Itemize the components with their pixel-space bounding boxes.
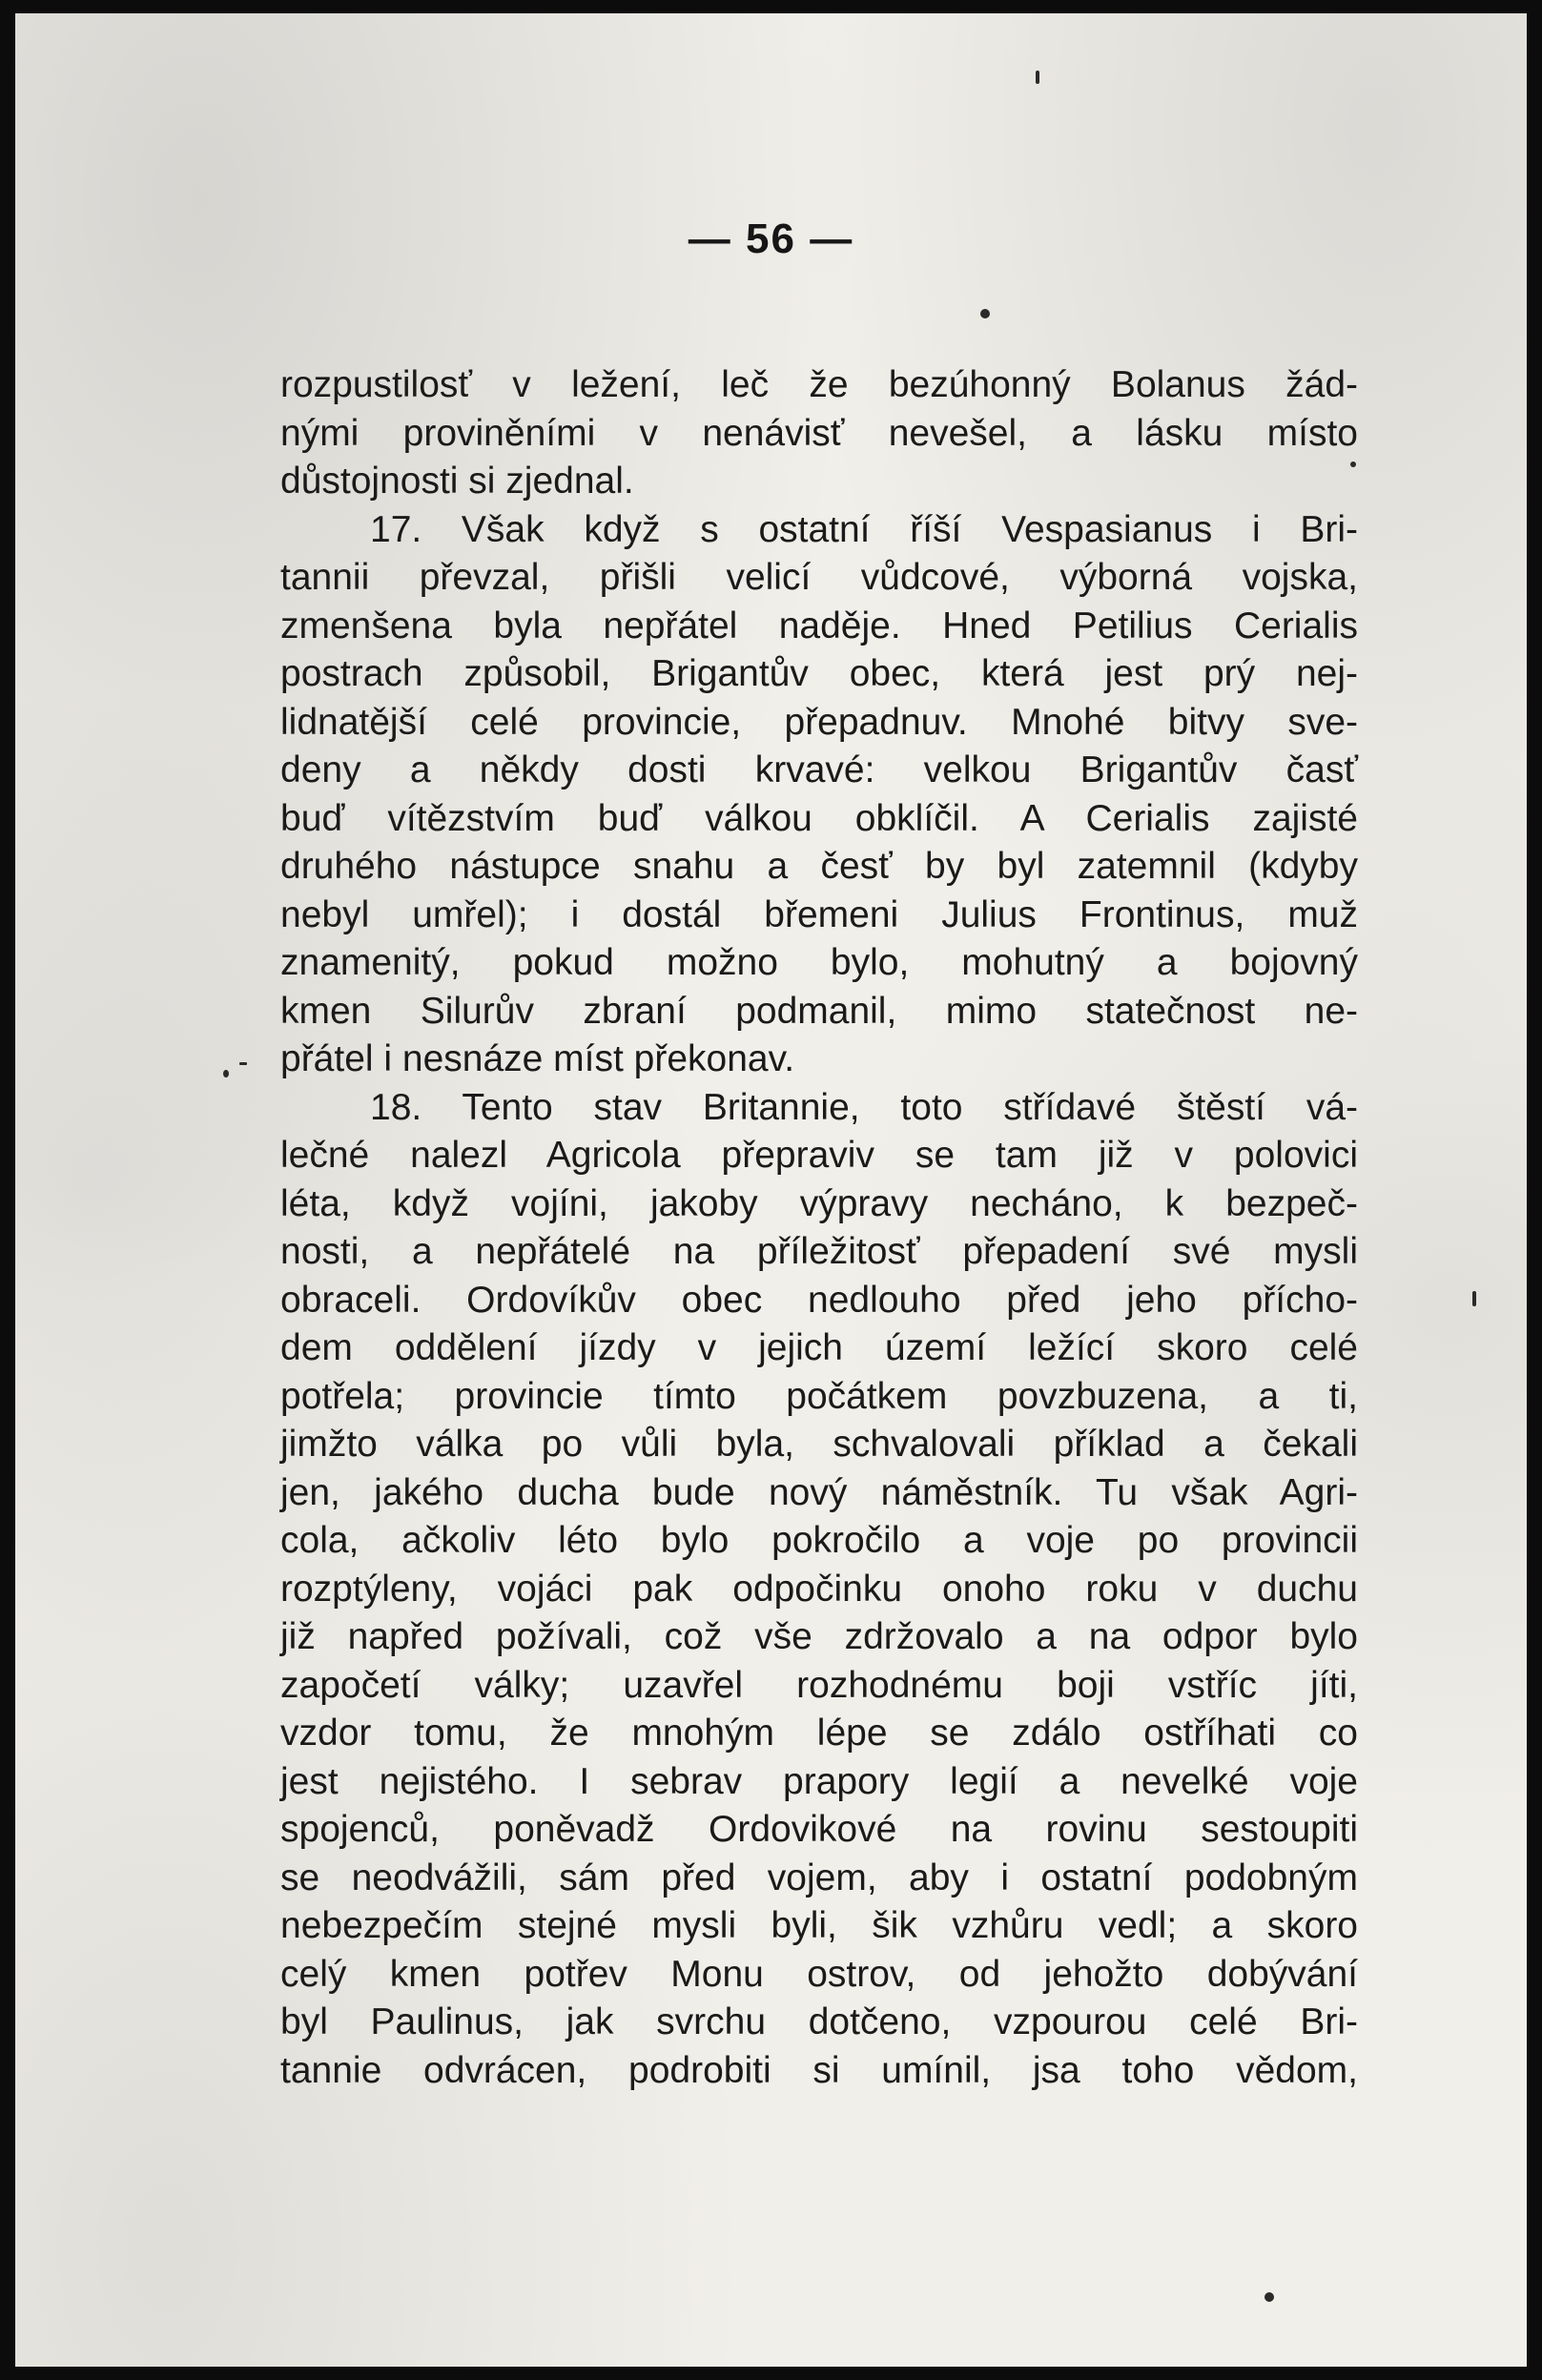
- text-line: znamenitý, pokud možno bylo, mohutný a bojovný: [280, 942, 1358, 983]
- text-line: deny a někdy dosti krvavé: velkou Brigantův časť: [280, 749, 1358, 790]
- text-line: kmen Silurův zbraní podmanil, mimo statečnost ne-: [280, 990, 1358, 1032]
- text-line: nebezpečím stejné mysli byli, šik vzhůru vedl; a skoro: [280, 1905, 1358, 1946]
- text-line: dem oddělení jízdy v jejich území ležící skoro celé: [280, 1327, 1358, 1368]
- text-line: se neodvážili, sám před vojem, aby i ostatní podobným: [280, 1857, 1358, 1898]
- text-line: přátel i nesnáze míst překonav.: [280, 1038, 795, 1079]
- text-line: celý kmen potřev Monu ostrov, od jehožto dobývání: [280, 1953, 1358, 1995]
- text-line: zmenšena byla nepřátel naděje. Hned Petilius Cerialis: [280, 605, 1358, 646]
- text-line: druhého nástupce snahu a česť by byl zatemnil (kdyby: [280, 846, 1358, 887]
- text-line: tannii převzal, přišli velicí vůdcové, výborná vojska,: [280, 557, 1358, 598]
- text-line: potřela; provincie tímto počátkem povzbuzena, a ti,: [280, 1375, 1358, 1417]
- text-line: obraceli. Ordovíkův obec nedlouho před jeho přícho-: [280, 1279, 1358, 1321]
- section-18-start: 18. Tento stav Britannie, toto střídavé štěstí vá-: [370, 1086, 1358, 1128]
- text-line: rozpustilosť v ležení, leč že bezúhonný Bolanus žád-: [280, 364, 1358, 405]
- text-line: nebyl umřel); i dostál břemeni Julius Frontinus, muž: [280, 893, 1358, 935]
- text-line: vzdor tomu, že mnohým lépe se zdálo ostříhati co: [280, 1713, 1358, 1754]
- text-line: lidnatější celé provincie, přepadnuv. Mnohé bitvy sve-: [280, 701, 1358, 743]
- text-line: cola, ačkoliv léto bylo pokročilo a voje po provincii: [280, 1520, 1358, 1561]
- page-number: — 56 —: [688, 215, 854, 262]
- scan-speck: [239, 1062, 247, 1065]
- text-line: postrach způsobil, Brigantův obec, která jest prý nej-: [280, 653, 1358, 694]
- scan-speck: [980, 309, 990, 318]
- scan-speck: [223, 1070, 229, 1077]
- book-page: [15, 13, 1527, 2367]
- text-line: rozptýleny, vojáci pak odpočinku onoho roku v duchu: [280, 1568, 1358, 1610]
- body-text: [280, 361, 1358, 2095]
- text-line: již napřed požívali, což vše zdržovalo a na odpor bylo: [280, 1616, 1358, 1657]
- text-line: nými proviněními v nenávisť nevešel, a lásku místo: [280, 412, 1358, 454]
- text-line: jimžto válka po vůli byla, schvalovali příklad a čekali: [280, 1424, 1358, 1465]
- text-line: jest nejistého. I sebrav prapory legií a nevelké voje: [280, 1760, 1358, 1802]
- text-line: jen, jakého ducha bude nový náměstník. Tu však Agri-: [280, 1471, 1358, 1513]
- text-line: spojenců, poněvadž Ordovikové na rovinu sestoupiti: [280, 1809, 1358, 1850]
- text-line: byl Paulinus, jak svrchu dotčeno, vzpourou celé Bri-: [280, 2001, 1358, 2042]
- text-line: tannie odvrácen, podrobiti si umínil, jsa toho vědom,: [280, 2049, 1358, 2091]
- text-line: léta, když vojíni, jakoby výpravy necháno, k bezpeč-: [280, 1182, 1358, 1224]
- scan-speck: [1350, 462, 1356, 467]
- text-line: důstojnosti si zjednal.: [280, 461, 634, 502]
- scan-speck: [1036, 71, 1039, 84]
- text-line: lečné nalezl Agricola přepraviv se tam již v polovici: [280, 1135, 1358, 1176]
- text-line: buď vítězstvím buď válkou obklíčil. A Cerialis zajisté: [280, 797, 1358, 839]
- scan-speck: [1264, 2292, 1274, 2302]
- text-line: nosti, a nepřátelé na příležitosť přepadení své mysli: [280, 1231, 1358, 1272]
- text-line: započetí války; uzavřel rozhodnému boji vstříc jíti,: [280, 1664, 1358, 1706]
- scan-speck: [1472, 1291, 1476, 1306]
- section-17-start: 17. Však když s ostatní říší Vespasianus i Bri-: [370, 508, 1358, 550]
